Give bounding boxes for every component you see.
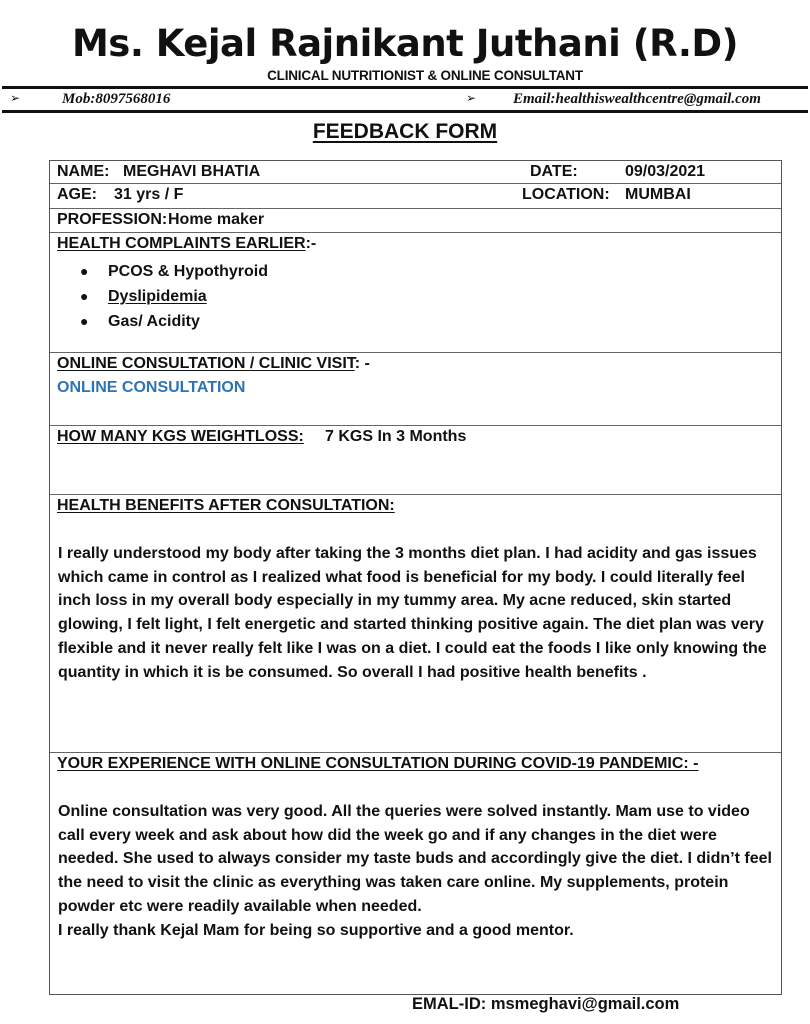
profession-value: Home maker <box>168 211 265 228</box>
footer-email: EMAL-ID: msmeghavi@gmail.com <box>412 995 680 1013</box>
visit-heading <box>57 355 370 373</box>
letterhead-subtitle: CLINICAL NUTRITIONIST & ONLINE CONSULTANT <box>267 68 583 83</box>
row-age-location <box>50 184 781 209</box>
bullet-icon: ● <box>80 313 89 329</box>
complaints-heading <box>57 235 316 253</box>
location-value: MUMBAI <box>625 186 691 203</box>
header-rule-bottom <box>2 110 808 113</box>
benefits-heading: HEALTH BENEFITS AFTER CONSULTATION: <box>57 497 395 514</box>
complaints-list <box>80 259 268 334</box>
contact-email: Email:healthiswealthcentre@gmail.com <box>513 91 761 107</box>
bullet-icon: ● <box>80 263 89 279</box>
experience-paragraph: Online consultation was very good. All the queries were solved instantly. Mam use to video call every week and ask about how did the week go and if any changes in the diet were needed. She used to always consider my taste buds and accordingly give the diet. I didn’t feel the need to visit the clinic as everything was taken care online. My supplements, protein powder etc were readily available when needed. <box>58 803 772 915</box>
mobile-number: Mob:8097568016 <box>62 91 171 107</box>
list-item <box>80 309 268 334</box>
form-title-text: FEEDBACK FORM <box>312 120 498 143</box>
row-profession <box>50 209 781 233</box>
name-label: NAME: <box>57 163 110 180</box>
header-rule-top <box>2 86 808 89</box>
age-label: AGE: <box>57 186 97 203</box>
date-label: DATE: <box>530 163 578 180</box>
complaints-heading-text: HEALTH COMPLAINTS EARLIER <box>57 235 306 252</box>
row-health-benefits <box>50 495 781 753</box>
weightloss-heading: HOW MANY KGS WEIGHTLOSS: <box>57 428 304 445</box>
letterhead-name: Ms. Kejal Rajnikant Juthani (R.D) <box>71 22 739 65</box>
bullet-icon: ● <box>80 288 89 304</box>
list-item <box>80 259 268 284</box>
arrow-bullet-icon: ➢ <box>466 91 477 105</box>
location-label: LOCATION: <box>522 186 610 203</box>
arrow-bullet-icon: ➢ <box>10 91 21 105</box>
weightloss-value: 7 KGS In 3 Months <box>325 428 467 445</box>
date-value: 09/03/2021 <box>625 163 706 180</box>
row-covid-experience <box>50 753 781 994</box>
row-consultation-type <box>50 353 781 426</box>
name-value: MEGHAVI BHATIA <box>123 163 261 180</box>
complaint-text: Gas/ Acidity <box>108 313 200 330</box>
complaint-text: PCOS & Hypothyroid <box>108 263 269 280</box>
row-health-complaints <box>50 233 781 353</box>
visit-heading-text: ONLINE CONSULTATION / CLINIC VISIT <box>57 355 355 372</box>
list-item <box>80 284 268 309</box>
complaint-text: Dyslipidemia <box>108 288 207 305</box>
age-value: 31 yrs / F <box>114 186 184 203</box>
experience-text <box>58 800 775 942</box>
benefits-text: I really understood my body after taking the 3 months diet plan. I had acidity and gas issues which came in control as I realized what food is beneficial for my body. I could literally feel inch loss in my overall body especially in my tummy area. My acne reduced, skin started glowing, I felt light, I felt energetic and started thinking positive again. The diet plan was very flexible and it never really felt like I was on a diet. I could eat the foods I like only knowing the quantity in which it is be consumed. So overall I had positive health benefits . <box>58 545 767 681</box>
complaints-heading-suffix: :- <box>305 235 317 252</box>
form-title <box>0 120 810 144</box>
experience-thanks: I really thank Kejal Mam for being so supportive and a good mentor. <box>58 921 574 939</box>
experience-heading: YOUR EXPERIENCE WITH ONLINE CONSULTATION DURING COVID-19 PANDEMIC: - <box>57 755 699 772</box>
row-weightloss <box>50 426 781 495</box>
visit-value: ONLINE CONSULTATION <box>57 379 246 396</box>
profession-label: PROFESSION: <box>57 211 168 228</box>
feedback-form-table <box>49 160 782 995</box>
row-name-date <box>50 161 781 184</box>
visit-heading-suffix: : - <box>354 355 370 372</box>
